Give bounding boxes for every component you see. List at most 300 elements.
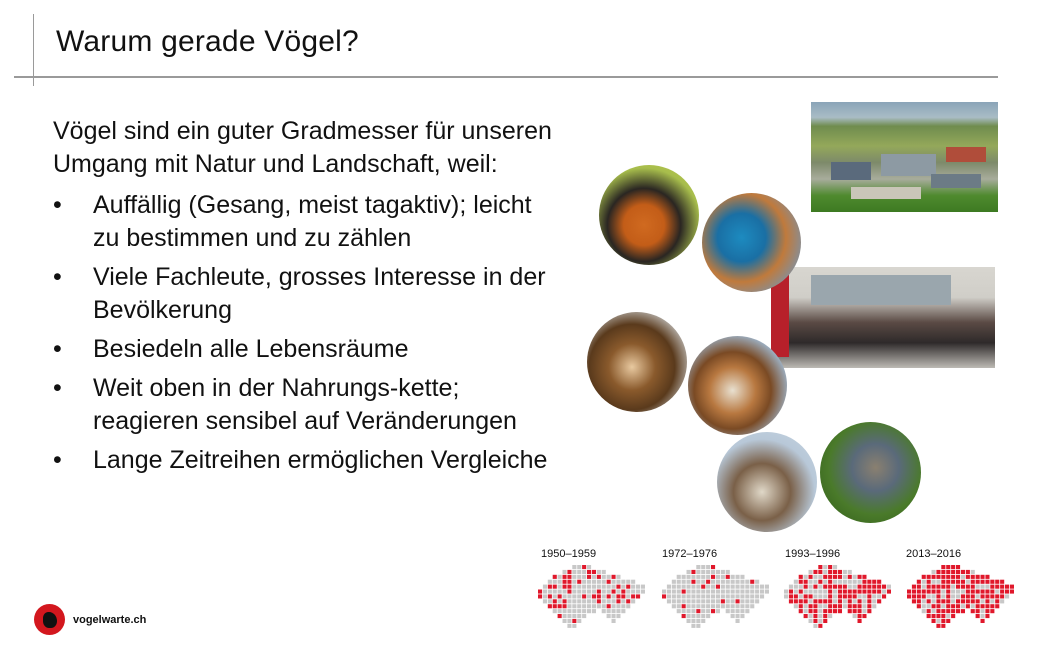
empty-grid-cell [716, 609, 720, 613]
empty-grid-cell [553, 594, 557, 598]
empty-grid-cell [572, 585, 576, 589]
occupied-grid-cell [995, 604, 999, 608]
empty-grid-cell [701, 599, 705, 603]
bullet-item [53, 372, 553, 438]
empty-grid-cell [626, 604, 630, 608]
empty-grid-cell [677, 580, 681, 584]
occupied-grid-cell [858, 614, 862, 618]
empty-grid-cell [1005, 594, 1009, 598]
map-label: 2013–2016 [906, 548, 962, 560]
occupied-grid-cell [799, 575, 803, 579]
map-label: 1972–1976 [662, 548, 718, 560]
occupied-grid-cell [951, 565, 955, 569]
occupied-grid-cell [862, 614, 866, 618]
empty-grid-cell [616, 604, 620, 608]
empty-grid-cell [726, 570, 730, 574]
occupied-grid-cell [592, 594, 596, 598]
occupied-grid-cell [936, 575, 940, 579]
occupied-grid-cell [799, 599, 803, 603]
empty-grid-cell [745, 604, 749, 608]
occupied-grid-cell [558, 604, 562, 608]
occupied-grid-cell [990, 590, 994, 594]
occupied-grid-cell [636, 594, 640, 598]
empty-grid-cell [687, 609, 691, 613]
occupied-grid-cell [867, 590, 871, 594]
occupied-grid-cell [867, 594, 871, 598]
empty-grid-cell [745, 580, 749, 584]
occupied-grid-cell [927, 614, 931, 618]
occupied-grid-cell [804, 594, 808, 598]
occupied-grid-cell [848, 609, 852, 613]
occupied-grid-cell [858, 585, 862, 589]
empty-grid-cell [833, 594, 837, 598]
occupied-grid-cell [823, 609, 827, 613]
occupied-grid-cell [917, 594, 921, 598]
occupied-grid-cell [946, 609, 950, 613]
occupied-grid-cell [711, 565, 715, 569]
empty-grid-cell [677, 575, 681, 579]
map-label: 1950–1959 [541, 548, 597, 560]
occupied-grid-cell [985, 594, 989, 598]
empty-grid-cell [553, 590, 557, 594]
occupied-grid-cell [956, 580, 960, 584]
empty-grid-cell [592, 585, 596, 589]
occupied-grid-cell [995, 580, 999, 584]
occupied-grid-cell [927, 575, 931, 579]
empty-grid-cell [833, 565, 837, 569]
occupied-grid-cell [848, 599, 852, 603]
empty-grid-cell [597, 604, 601, 608]
occupied-grid-cell [927, 599, 931, 603]
empty-grid-cell [691, 619, 695, 623]
empty-grid-cell [696, 565, 700, 569]
empty-grid-cell [818, 609, 822, 613]
occupied-grid-cell [907, 590, 911, 594]
occupied-grid-cell [833, 604, 837, 608]
empty-grid-cell [662, 590, 666, 594]
occupied-grid-cell [922, 594, 926, 598]
occupied-grid-cell [706, 580, 710, 584]
empty-grid-cell [731, 609, 735, 613]
occupied-grid-cell [971, 580, 975, 584]
occupied-grid-cell [961, 594, 965, 598]
empty-grid-cell [577, 570, 581, 574]
empty-grid-cell [612, 619, 616, 623]
occupied-grid-cell [936, 594, 940, 598]
empty-grid-cell [755, 580, 759, 584]
empty-grid-cell [843, 604, 847, 608]
empty-grid-cell [799, 594, 803, 598]
distribution-map [784, 563, 892, 631]
empty-grid-cell [823, 570, 827, 574]
occupied-grid-cell [985, 614, 989, 618]
empty-grid-cell [932, 570, 936, 574]
occupied-grid-cell [956, 585, 960, 589]
empty-grid-cell [602, 585, 606, 589]
empty-grid-cell [823, 565, 827, 569]
empty-grid-cell [794, 580, 798, 584]
occupied-grid-cell [828, 594, 832, 598]
logo-text: vogelwarte.ch [73, 614, 147, 626]
empty-grid-cell [667, 585, 671, 589]
empty-grid-cell [750, 585, 754, 589]
empty-grid-cell [823, 580, 827, 584]
occupied-grid-cell [932, 585, 936, 589]
empty-grid-cell [731, 614, 735, 618]
occupied-grid-cell [804, 580, 808, 584]
empty-grid-cell [696, 594, 700, 598]
empty-grid-cell [563, 609, 567, 613]
empty-grid-cell [587, 604, 591, 608]
empty-grid-cell [616, 575, 620, 579]
empty-grid-cell [597, 580, 601, 584]
occupied-grid-cell [597, 590, 601, 594]
empty-grid-cell [872, 594, 876, 598]
empty-grid-cell [813, 580, 817, 584]
occupied-grid-cell [577, 580, 581, 584]
empty-grid-cell [691, 585, 695, 589]
empty-grid-cell [672, 590, 676, 594]
occupied-grid-cell [877, 585, 881, 589]
empty-grid-cell [567, 599, 571, 603]
occupied-grid-cell [818, 565, 822, 569]
empty-grid-cell [731, 599, 735, 603]
occupied-grid-cell [971, 599, 975, 603]
occupied-grid-cell [887, 590, 891, 594]
occupied-grid-cell [587, 570, 591, 574]
bullet-dot-icon: • [53, 335, 62, 363]
empty-grid-cell [687, 585, 691, 589]
empty-grid-cell [706, 575, 710, 579]
occupied-grid-cell [927, 590, 931, 594]
distribution-map [538, 563, 646, 631]
occupied-grid-cell [1000, 585, 1004, 589]
occupied-grid-cell [626, 599, 630, 603]
occupied-grid-cell [716, 585, 720, 589]
occupied-grid-cell [941, 609, 945, 613]
empty-grid-cell [696, 590, 700, 594]
empty-grid-cell [804, 590, 808, 594]
occupied-grid-cell [932, 575, 936, 579]
occupied-grid-cell [809, 609, 813, 613]
occupied-grid-cell [1000, 590, 1004, 594]
empty-grid-cell [731, 594, 735, 598]
empty-grid-cell [936, 619, 940, 623]
occupied-grid-cell [750, 580, 754, 584]
empty-grid-cell [682, 585, 686, 589]
empty-grid-cell [711, 599, 715, 603]
empty-grid-cell [602, 570, 606, 574]
empty-grid-cell [961, 590, 965, 594]
empty-grid-cell [577, 575, 581, 579]
occupied-grid-cell [976, 580, 980, 584]
occupied-grid-cell [936, 609, 940, 613]
group-photo [771, 267, 995, 368]
empty-grid-cell [981, 599, 985, 603]
empty-grid-cell [706, 614, 710, 618]
empty-grid-cell [621, 599, 625, 603]
empty-grid-cell [981, 609, 985, 613]
empty-grid-cell [711, 585, 715, 589]
occupied-grid-cell [976, 609, 980, 613]
occupied-grid-cell [1010, 590, 1014, 594]
empty-grid-cell [572, 624, 576, 628]
empty-grid-cell [823, 594, 827, 598]
empty-grid-cell [750, 599, 754, 603]
empty-grid-cell [677, 585, 681, 589]
empty-grid-cell [711, 580, 715, 584]
empty-grid-cell [745, 585, 749, 589]
empty-grid-cell [691, 614, 695, 618]
empty-grid-cell [563, 594, 567, 598]
occupied-grid-cell [582, 594, 586, 598]
empty-grid-cell [716, 604, 720, 608]
empty-grid-cell [711, 590, 715, 594]
empty-grid-cell [558, 575, 562, 579]
empty-grid-cell [853, 599, 857, 603]
vogelwarte-logo-icon [34, 604, 65, 635]
empty-grid-cell [995, 590, 999, 594]
empty-grid-cell [572, 609, 576, 613]
bullet-item [53, 189, 553, 255]
occupied-grid-cell [592, 570, 596, 574]
occupied-grid-cell [981, 575, 985, 579]
occupied-grid-cell [833, 585, 837, 589]
occupied-grid-cell [1000, 594, 1004, 598]
empty-grid-cell [682, 599, 686, 603]
empty-grid-cell [687, 614, 691, 618]
empty-grid-cell [602, 599, 606, 603]
occupied-grid-cell [922, 575, 926, 579]
empty-grid-cell [706, 570, 710, 574]
empty-grid-cell [691, 594, 695, 598]
occupied-grid-cell [794, 599, 798, 603]
empty-grid-cell [701, 570, 705, 574]
occupied-grid-cell [862, 590, 866, 594]
empty-grid-cell [626, 590, 630, 594]
occupied-grid-cell [809, 604, 813, 608]
occupied-grid-cell [951, 580, 955, 584]
bullet-item [53, 444, 553, 477]
empty-grid-cell [621, 580, 625, 584]
empty-grid-cell [577, 614, 581, 618]
empty-grid-cell [721, 594, 725, 598]
occupied-grid-cell [848, 604, 852, 608]
empty-grid-cell [711, 604, 715, 608]
occupied-grid-cell [567, 575, 571, 579]
occupied-grid-cell [726, 575, 730, 579]
empty-grid-cell [750, 594, 754, 598]
empty-grid-cell [672, 604, 676, 608]
occupied-grid-cell [538, 590, 542, 594]
empty-grid-cell [862, 599, 866, 603]
empty-grid-cell [726, 594, 730, 598]
occupied-grid-cell [616, 594, 620, 598]
occupied-grid-cell [572, 619, 576, 623]
empty-grid-cell [672, 594, 676, 598]
occupied-grid-cell [563, 585, 567, 589]
occupied-grid-cell [813, 604, 817, 608]
occupied-grid-cell [946, 590, 950, 594]
occupied-grid-cell [813, 585, 817, 589]
empty-grid-cell [956, 590, 960, 594]
occupied-grid-cell [872, 580, 876, 584]
empty-grid-cell [726, 609, 730, 613]
empty-grid-cell [1000, 599, 1004, 603]
empty-grid-cell [696, 570, 700, 574]
empty-grid-cell [631, 580, 635, 584]
empty-grid-cell [548, 599, 552, 603]
occupied-grid-cell [828, 599, 832, 603]
empty-grid-cell [616, 609, 620, 613]
occupied-grid-cell [848, 590, 852, 594]
occupied-grid-cell [927, 609, 931, 613]
empty-grid-cell [691, 590, 695, 594]
occupied-grid-cell [853, 594, 857, 598]
bullet-text: Weit oben in der Nahrungs-kette; reagieren sensibel auf Veränderungen [93, 374, 517, 435]
occupied-grid-cell [858, 604, 862, 608]
empty-grid-cell [726, 580, 730, 584]
occupied-grid-cell [936, 570, 940, 574]
empty-grid-cell [592, 604, 596, 608]
empty-grid-cell [750, 604, 754, 608]
empty-grid-cell [567, 624, 571, 628]
occupied-grid-cell [872, 590, 876, 594]
empty-grid-cell [731, 580, 735, 584]
occupied-grid-cell [828, 585, 832, 589]
occupied-grid-cell [981, 619, 985, 623]
occupied-grid-cell [936, 599, 940, 603]
empty-grid-cell [696, 575, 700, 579]
occupied-grid-cell [976, 614, 980, 618]
occupied-grid-cell [990, 594, 994, 598]
occupied-grid-cell [862, 575, 866, 579]
occupied-grid-cell [985, 580, 989, 584]
empty-grid-cell [848, 580, 852, 584]
occupied-grid-cell [794, 594, 798, 598]
empty-grid-cell [932, 609, 936, 613]
empty-grid-cell [572, 614, 576, 618]
empty-grid-cell [726, 599, 730, 603]
bullet-dot-icon: • [53, 263, 62, 291]
empty-grid-cell [740, 575, 744, 579]
empty-grid-cell [721, 575, 725, 579]
empty-grid-cell [966, 580, 970, 584]
occupied-grid-cell [682, 614, 686, 618]
empty-grid-cell [936, 580, 940, 584]
occupied-grid-cell [736, 599, 740, 603]
empty-grid-cell [572, 599, 576, 603]
occupied-grid-cell [848, 575, 852, 579]
empty-grid-cell [631, 590, 635, 594]
empty-grid-cell [602, 604, 606, 608]
empty-grid-cell [740, 599, 744, 603]
occupied-grid-cell [804, 585, 808, 589]
map-label: 1993–1996 [785, 548, 841, 560]
empty-grid-cell [577, 599, 581, 603]
empty-grid-cell [755, 585, 759, 589]
occupied-grid-cell [567, 570, 571, 574]
occupied-grid-cell [907, 594, 911, 598]
empty-grid-cell [804, 609, 808, 613]
empty-grid-cell [976, 585, 980, 589]
empty-grid-cell [858, 594, 862, 598]
empty-grid-cell [667, 590, 671, 594]
empty-grid-cell [701, 604, 705, 608]
empty-grid-cell [553, 580, 557, 584]
empty-grid-cell [701, 565, 705, 569]
empty-grid-cell [607, 590, 611, 594]
empty-grid-cell [682, 609, 686, 613]
empty-grid-cell [745, 609, 749, 613]
empty-grid-cell [736, 614, 740, 618]
occupied-grid-cell [858, 619, 862, 623]
occupied-grid-cell [818, 580, 822, 584]
occupied-grid-cell [843, 585, 847, 589]
occupied-grid-cell [804, 614, 808, 618]
empty-grid-cell [706, 604, 710, 608]
occupied-grid-cell [823, 585, 827, 589]
empty-grid-cell [587, 590, 591, 594]
sparrow-bird-photo [688, 336, 787, 435]
empty-grid-cell [563, 614, 567, 618]
occupied-grid-cell [1005, 590, 1009, 594]
empty-grid-cell [745, 594, 749, 598]
empty-grid-cell [809, 570, 813, 574]
empty-grid-cell [941, 594, 945, 598]
occupied-grid-cell [927, 585, 931, 589]
occupied-grid-cell [946, 619, 950, 623]
empty-grid-cell [582, 580, 586, 584]
empty-grid-cell [567, 594, 571, 598]
empty-grid-cell [687, 570, 691, 574]
empty-grid-cell [543, 599, 547, 603]
empty-grid-cell [677, 599, 681, 603]
occupied-grid-cell [789, 590, 793, 594]
empty-grid-cell [736, 580, 740, 584]
empty-grid-cell [577, 594, 581, 598]
occupied-grid-cell [877, 590, 881, 594]
empty-grid-cell [612, 599, 616, 603]
occupied-grid-cell [961, 580, 965, 584]
occupied-grid-cell [956, 570, 960, 574]
empty-grid-cell [607, 575, 611, 579]
occupied-grid-cell [867, 604, 871, 608]
empty-grid-cell [716, 575, 720, 579]
occupied-grid-cell [813, 599, 817, 603]
empty-grid-cell [813, 594, 817, 598]
occupied-grid-cell [548, 585, 552, 589]
empty-grid-cell [813, 590, 817, 594]
empty-grid-cell [843, 599, 847, 603]
empty-grid-cell [745, 599, 749, 603]
empty-grid-cell [922, 580, 926, 584]
occupied-grid-cell [813, 609, 817, 613]
empty-grid-cell [789, 585, 793, 589]
empty-grid-cell [682, 580, 686, 584]
empty-grid-cell [951, 585, 955, 589]
empty-grid-cell [621, 609, 625, 613]
empty-grid-cell [971, 604, 975, 608]
empty-grid-cell [736, 585, 740, 589]
empty-grid-cell [691, 599, 695, 603]
bullet-dot-icon: • [53, 374, 62, 402]
empty-grid-cell [567, 614, 571, 618]
empty-grid-cell [696, 619, 700, 623]
bullet-item [53, 261, 553, 327]
occupied-grid-cell [971, 585, 975, 589]
empty-grid-cell [833, 580, 837, 584]
